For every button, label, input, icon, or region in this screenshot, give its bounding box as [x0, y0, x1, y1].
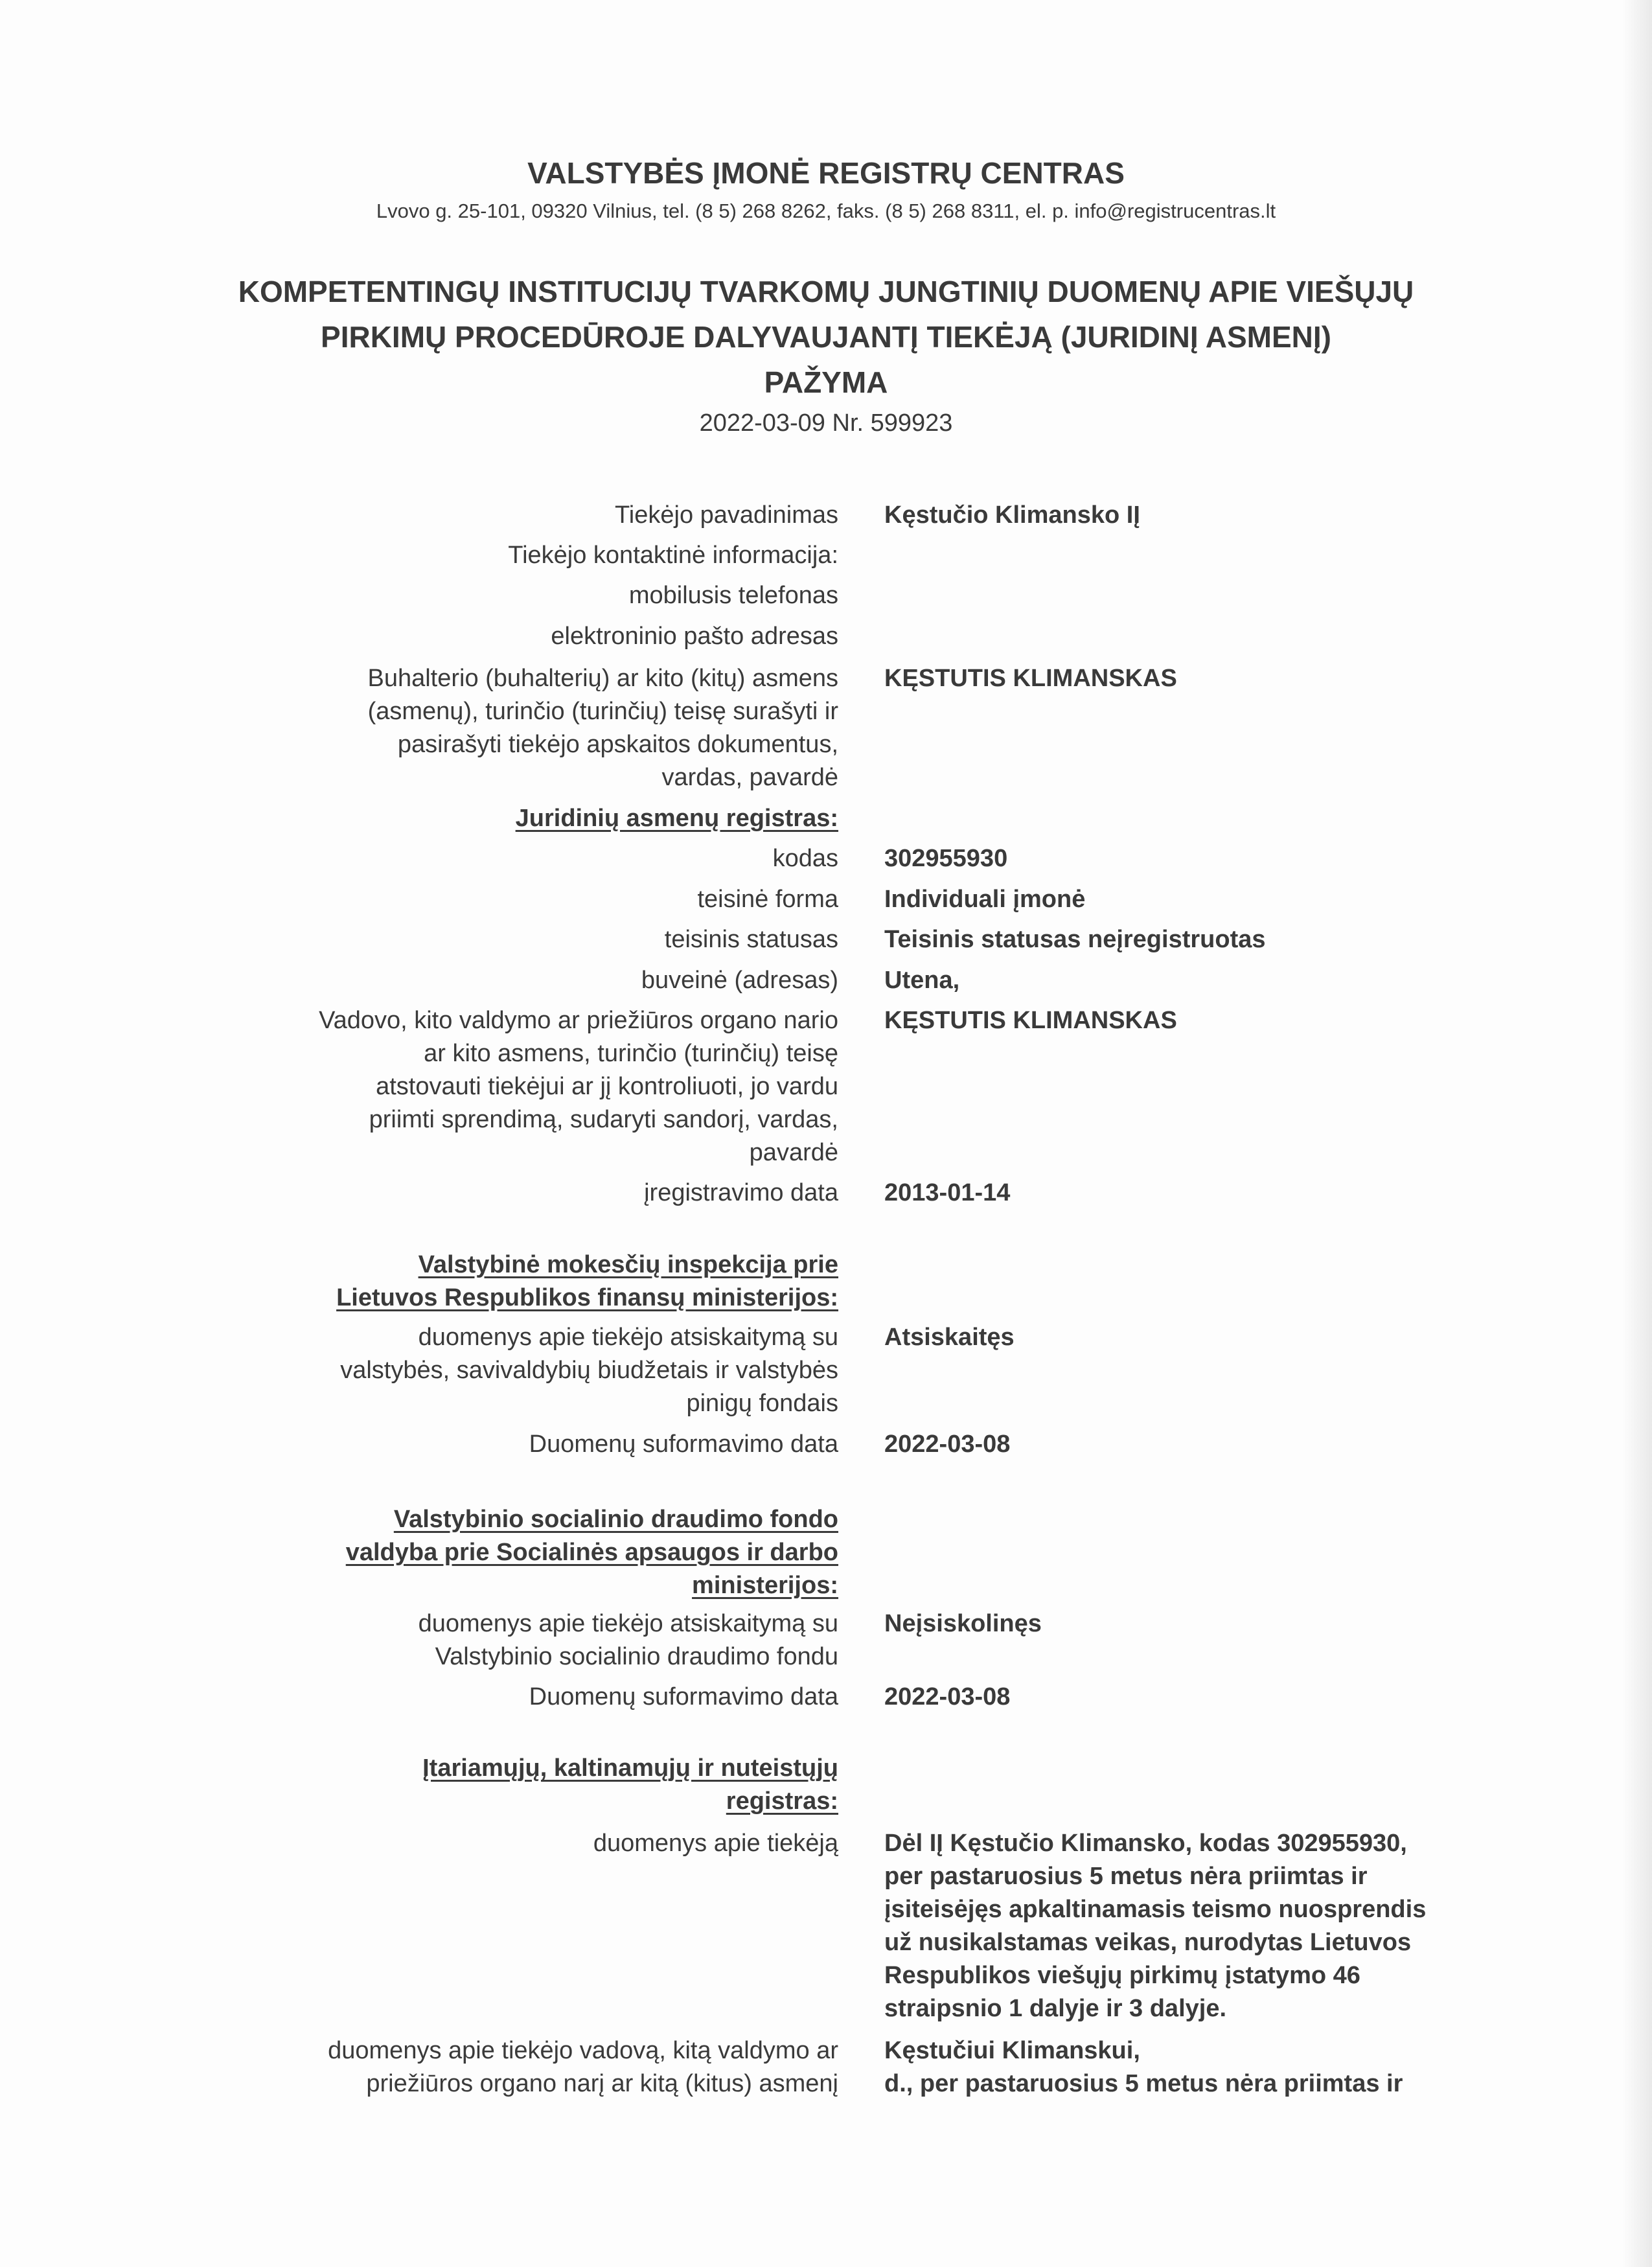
field-value: 302955930	[884, 845, 1008, 872]
section-heading: Valstybinio socialinio draudimo fondo valdyba prie Socialinės apsaugos ir darbo ministerijos:	[345, 1506, 838, 1599]
field-value: Dėl IĮ Kęstučio Klimansko, kodas 302955930, per pastaruosius 5 metus nėra priimtas ir įsiteisėjęs apkaltinamasis teismo nuosprendis už nusikalstamas veikas, nurodytas Lietuvos Respublikos viešųjų pirkimų įstatymo 46 straipsnio 1 dalyje ir 3 dalyje.	[884, 1830, 1427, 2022]
field-label: teisinė forma	[697, 886, 838, 913]
document-date-number: 2022-03-09 Nr. 599923	[699, 409, 953, 437]
scan-edge-shadow	[1622, 0, 1652, 2267]
document-title: KOMPETENTINGŲ INSTITUCIJŲ TVARKOMŲ JUNGTINIŲ DUOMENŲ APIE VIEŠŲJŲ PIRKIMŲ PROCEDŪROJE DALYVAUJANTĮ TIEKĖJĄ (JURIDINĮ ASMENĮ) PAŽYMA	[238, 275, 1414, 399]
field-label: Tiekėjo kontaktinė informacija:	[508, 542, 838, 569]
section-heading: Įtariamųjų, kaltinamųjų ir nuteistųjų registras:	[422, 1755, 838, 1815]
field-label: įregistravimo data	[644, 1179, 838, 1206]
field-label: Duomenų suformavimo data	[529, 1683, 838, 1710]
field-label: mobilusis telefonas	[628, 582, 838, 609]
field-value: Kęstučiui Klimanskui, d., per pastaruosius 5 metus nėra priimtas ir	[884, 2037, 1403, 2097]
section-heading: Valstybinė mokesčių inspekcija prie Lietuvos Respublikos finansų ministerijos:	[336, 1251, 838, 1311]
field-value: Neįsiskolinęs	[884, 1610, 1042, 1637]
field-label: duomenys apie tiekėjo atsiskaitymą su Valstybinio socialinio draudimo fondu	[418, 1610, 838, 1670]
organization-name: VALSTYBĖS ĮMONĖ REGISTRŲ CENTRAS	[527, 156, 1125, 190]
field-label: Duomenų suformavimo data	[529, 1431, 838, 1458]
field-label: Tiekėjo pavadinimas	[615, 501, 838, 529]
field-value: Utena,	[884, 967, 960, 994]
field-value: 2022-03-08	[884, 1683, 1011, 1710]
field-value: 2022-03-08	[884, 1431, 1011, 1458]
field-value: Individuali įmonė	[884, 886, 1086, 913]
field-value: KĘSTUTIS KLIMANSKAS	[884, 1007, 1177, 1034]
field-label: duomenys apie tiekėjo vadovą, kitą valdymo ar priežiūros organo narį ar kitą (kitus) asmenį	[328, 2037, 838, 2097]
field-label: kodas	[772, 845, 838, 872]
field-label: elektroninio pašto adresas	[551, 623, 838, 650]
field-value: KĘSTUTIS KLIMANSKAS	[884, 665, 1177, 692]
field-label: teisinis statusas	[664, 926, 838, 953]
clipped-row	[0, 2034, 1652, 2100]
section-heading: Juridinių asmenų registras:	[515, 805, 838, 832]
field-value: Teisinis statusas neįregistruotas	[884, 926, 1266, 953]
field-label: Buhalterio (buhalterių) ar kito (kitų) asmens (asmenų), turinčio (turinčių) teisę surašyti ir pasirašyti tiekėjo apskaitos dokumentus, vardas, pavardė	[367, 665, 838, 791]
field-label: buveinė (adresas)	[641, 967, 838, 994]
organization-address: Lvovo g. 25-101, 09320 Vilnius, tel. (8 5) 268 8262, faks. (8 5) 268 8311, el. p. info@registrucentras.lt	[376, 200, 1276, 222]
field-label: Vadovo, kito valdymo ar priežiūros organo nario ar kito asmens, turinčio (turinčių) teisę atstovauti tiekėjui ar jį kontroliuoti, jo vardu priimti sprendimą, sudaryti sandorį, vardas, pavardė	[319, 1007, 838, 1166]
field-label: duomenys apie tiekėją	[593, 1830, 838, 1857]
field-value: 2013-01-14	[884, 1179, 1011, 1206]
field-value: Kęstučio Klimansko IĮ	[884, 501, 1140, 529]
field-value: Atsiskaitęs	[884, 1324, 1015, 1351]
field-label: duomenys apie tiekėjo atsiskaitymą su valstybės, savivaldybių biudžetais ir valstybės pinigų fondais	[340, 1324, 838, 1417]
